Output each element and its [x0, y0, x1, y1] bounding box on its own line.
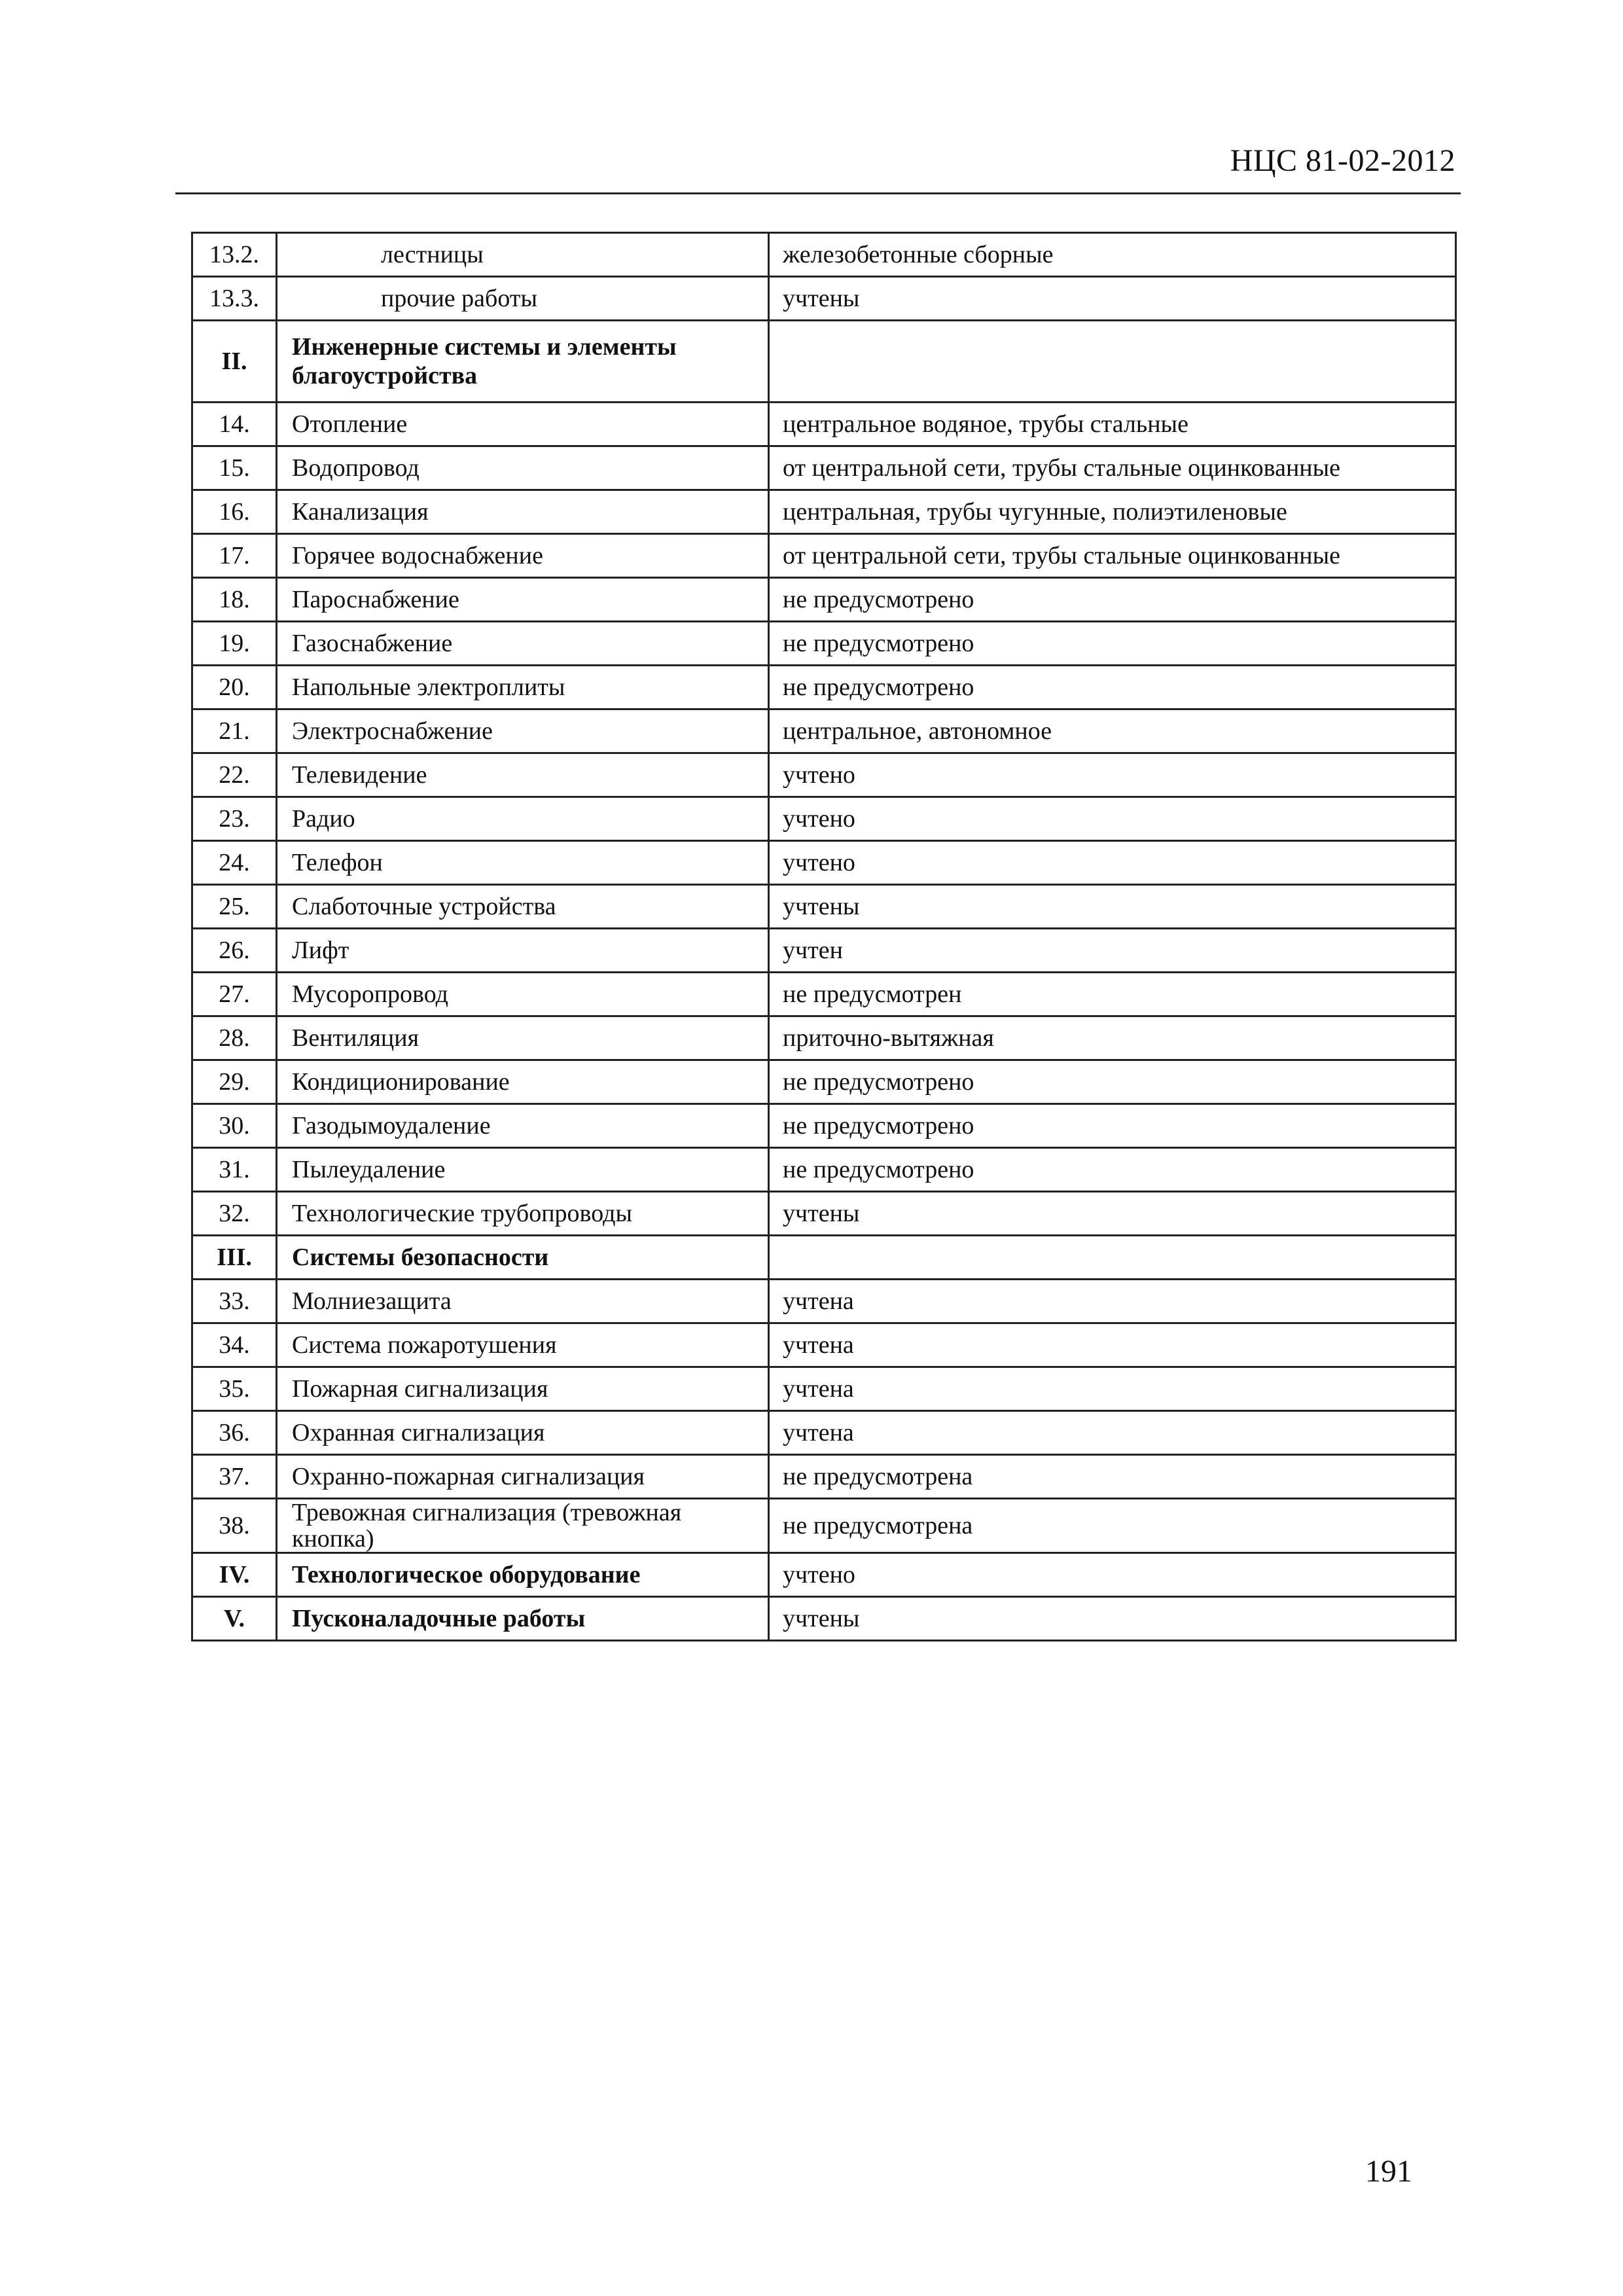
row-description: Мусоропровод	[277, 973, 769, 1016]
specification-table	[191, 232, 1457, 1641]
row-number: 21.	[192, 709, 277, 753]
table-row	[192, 1411, 1456, 1455]
table-row	[192, 1280, 1456, 1323]
table-row	[192, 1192, 1456, 1236]
row-value: учтено	[769, 753, 1456, 797]
row-value: учтено	[769, 1553, 1456, 1597]
table-row	[192, 490, 1456, 534]
row-number: 27.	[192, 973, 277, 1016]
row-description: Охранно-пожарная сигнализация	[277, 1455, 769, 1499]
row-description: лестницы	[277, 233, 769, 277]
section-row	[192, 1553, 1456, 1597]
row-value: не предусмотрено	[769, 1060, 1456, 1104]
table-row	[192, 277, 1456, 321]
table-row	[192, 1323, 1456, 1367]
row-value: от центральной сети, трубы стальные оцинкованные	[769, 534, 1456, 578]
row-description: Лифт	[277, 929, 769, 973]
row-value: учтена	[769, 1411, 1456, 1455]
row-value: не предусмотрено	[769, 666, 1456, 709]
row-description: Система пожаротушения	[277, 1323, 769, 1367]
row-description: Газоснабжение	[277, 622, 769, 666]
row-number: 36.	[192, 1411, 277, 1455]
row-description: Тревожная сигнализация (тревожная кнопка)	[277, 1499, 769, 1553]
row-number: 14.	[192, 403, 277, 446]
row-description: Электроснабжение	[277, 709, 769, 753]
row-number: 28.	[192, 1016, 277, 1060]
table-row	[192, 797, 1456, 841]
row-value	[769, 1236, 1456, 1280]
row-number: 30.	[192, 1104, 277, 1148]
row-number: II.	[192, 321, 277, 403]
row-description: Пароснабжение	[277, 578, 769, 622]
row-number: 34.	[192, 1323, 277, 1367]
row-value: не предусмотрено	[769, 578, 1456, 622]
table-row	[192, 1148, 1456, 1192]
row-number: 13.3.	[192, 277, 277, 321]
row-number: III.	[192, 1236, 277, 1280]
row-number: 19.	[192, 622, 277, 666]
row-description: Технологическое оборудование	[277, 1553, 769, 1597]
row-number: 35.	[192, 1367, 277, 1411]
row-value: учтена	[769, 1323, 1456, 1367]
row-description: Системы безопасности	[277, 1236, 769, 1280]
table-row	[192, 1367, 1456, 1411]
row-number: 18.	[192, 578, 277, 622]
row-number: 29.	[192, 1060, 277, 1104]
row-number: 15.	[192, 446, 277, 490]
row-value: учтены	[769, 1597, 1456, 1641]
row-description: Горячее водоснабжение	[277, 534, 769, 578]
row-number: 13.2.	[192, 233, 277, 277]
row-value: не предусмотрена	[769, 1455, 1456, 1499]
row-number: IV.	[192, 1553, 277, 1597]
row-value: учтен	[769, 929, 1456, 973]
row-number: 31.	[192, 1148, 277, 1192]
table-row	[192, 1499, 1456, 1553]
row-description: Слаботочные устройства	[277, 885, 769, 929]
row-number: 33.	[192, 1280, 277, 1323]
section-row	[192, 1236, 1456, 1280]
table-row	[192, 929, 1456, 973]
row-description: Радио	[277, 797, 769, 841]
row-description: Охранная сигнализация	[277, 1411, 769, 1455]
row-value: не предусмотрено	[769, 622, 1456, 666]
specification-table-body	[192, 233, 1456, 1641]
row-description: Вентиляция	[277, 1016, 769, 1060]
row-value: не предусмотрен	[769, 973, 1456, 1016]
table-row	[192, 1060, 1456, 1104]
row-number: 20.	[192, 666, 277, 709]
table-row	[192, 446, 1456, 490]
row-value: от центральной сети, трубы стальные оцинкованные	[769, 446, 1456, 490]
row-value: центральная, трубы чугунные, полиэтиленовые	[769, 490, 1456, 534]
table-row	[192, 622, 1456, 666]
row-description: Телефон	[277, 841, 769, 885]
row-description: Телевидение	[277, 753, 769, 797]
table-row	[192, 709, 1456, 753]
section-row	[192, 1597, 1456, 1641]
row-description: Напольные электроплиты	[277, 666, 769, 709]
row-description: Пылеудаление	[277, 1148, 769, 1192]
row-value: не предусмотрено	[769, 1104, 1456, 1148]
row-description: Кондиционирование	[277, 1060, 769, 1104]
row-description: Газодымоудаление	[277, 1104, 769, 1148]
row-value: учтены	[769, 1192, 1456, 1236]
row-number: 22.	[192, 753, 277, 797]
row-value: приточно-вытяжная	[769, 1016, 1456, 1060]
row-number: 17.	[192, 534, 277, 578]
row-number: 32.	[192, 1192, 277, 1236]
row-value: учтены	[769, 277, 1456, 321]
table-row	[192, 403, 1456, 446]
row-number: 26.	[192, 929, 277, 973]
table-row	[192, 233, 1456, 277]
row-description: Технологические трубопроводы	[277, 1192, 769, 1236]
row-description: Отопление	[277, 403, 769, 446]
table-row	[192, 666, 1456, 709]
row-value: не предусмотрена	[769, 1499, 1456, 1553]
row-value: учтено	[769, 797, 1456, 841]
row-value: центральное, автономное	[769, 709, 1456, 753]
row-value: центральное водяное, трубы стальные	[769, 403, 1456, 446]
row-value: учтена	[769, 1280, 1456, 1323]
table-row	[192, 1455, 1456, 1499]
row-description: Водопровод	[277, 446, 769, 490]
table-row	[192, 1016, 1456, 1060]
row-value: учтена	[769, 1367, 1456, 1411]
row-number: V.	[192, 1597, 277, 1641]
row-number: 16.	[192, 490, 277, 534]
table-row	[192, 1104, 1456, 1148]
table-row	[192, 841, 1456, 885]
table-row	[192, 753, 1456, 797]
table-row	[192, 534, 1456, 578]
document-code: НЦС 81-02-2012	[1230, 143, 1455, 178]
page-number: 191	[1365, 2154, 1412, 2189]
row-number: 37.	[192, 1455, 277, 1499]
row-description: Молниезащита	[277, 1280, 769, 1323]
row-number: 38.	[192, 1499, 277, 1553]
row-description: Канализация	[277, 490, 769, 534]
row-value: учтено	[769, 841, 1456, 885]
table-row	[192, 885, 1456, 929]
row-description: Инженерные системы и элементы благоустройства	[277, 321, 769, 403]
page-header	[175, 131, 1461, 194]
section-row	[192, 321, 1456, 403]
row-description: прочие работы	[277, 277, 769, 321]
row-number: 23.	[192, 797, 277, 841]
table-row	[192, 578, 1456, 622]
row-value: не предусмотрено	[769, 1148, 1456, 1192]
row-value: учтены	[769, 885, 1456, 929]
row-value	[769, 321, 1456, 403]
row-value: железобетонные сборные	[769, 233, 1456, 277]
row-number: 25.	[192, 885, 277, 929]
table-row	[192, 973, 1456, 1016]
row-description: Пожарная сигнализация	[277, 1367, 769, 1411]
row-description: Пусконаладочные работы	[277, 1597, 769, 1641]
row-number: 24.	[192, 841, 277, 885]
